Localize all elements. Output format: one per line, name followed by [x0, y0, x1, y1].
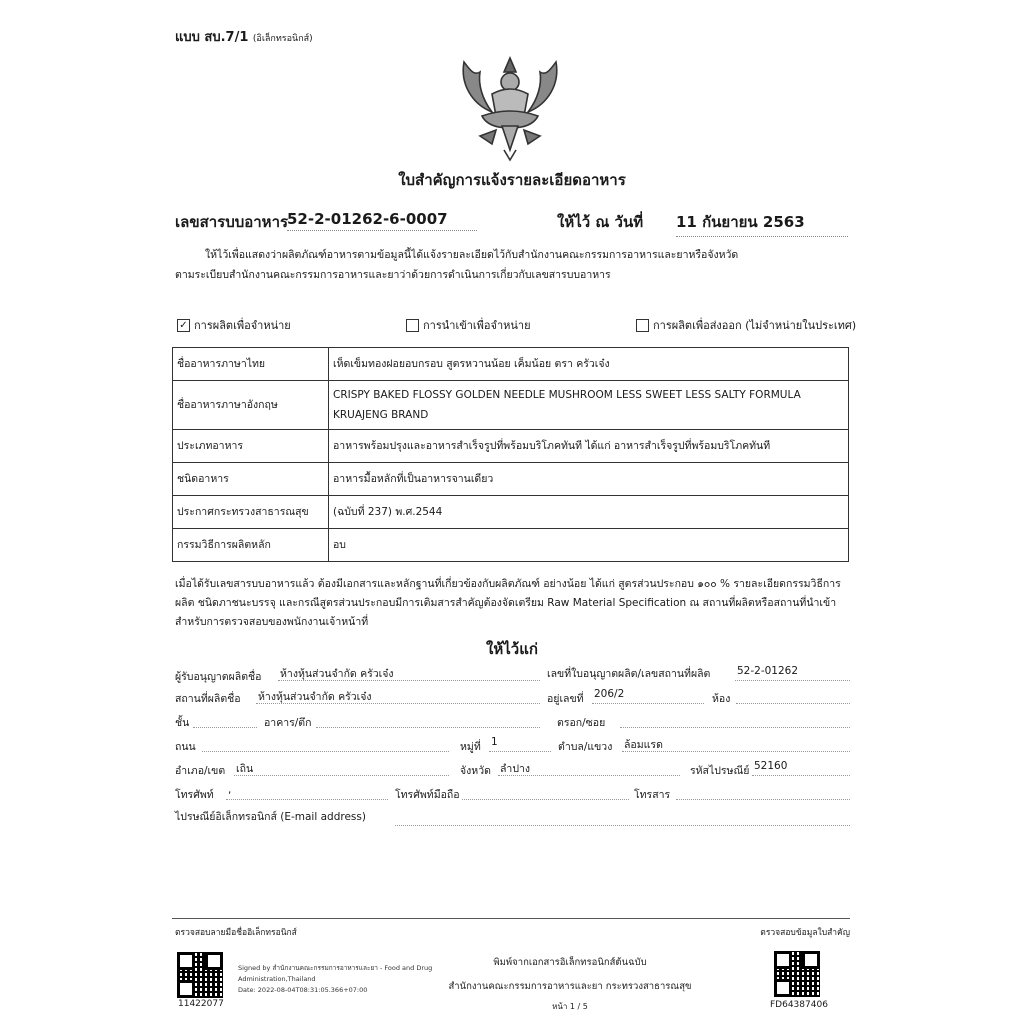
purpose-option-label: การผลิตเพื่อจำหน่าย: [194, 319, 291, 332]
room-value: [736, 688, 850, 704]
footer-divider: [172, 918, 850, 919]
site-value: ห้างหุ้นส่วนจำกัด ครัวเจ๋ง: [256, 688, 540, 704]
food-info-table: [172, 347, 849, 562]
row-value: อาหารมื้อหลักที่เป็นอาหารจานเดียว: [329, 463, 849, 496]
province-label: จังหวัด: [460, 765, 491, 777]
table-row: [173, 529, 849, 562]
table-row: [173, 463, 849, 496]
issue-date-label: ให้ไว้ ณ วันที่: [557, 213, 644, 231]
row-value: เห็ดเข็มทองฝอยอบกรอบ สูตรหวานน้อย เค็มน้อย ตรา ครัวเจ๋ง: [329, 348, 849, 381]
signature-info: [238, 963, 432, 996]
licensee-label: ผู้รับอนุญาตผลิตชื่อ: [175, 671, 262, 683]
road-label: ถนน: [175, 741, 196, 753]
document-qr-code-icon[interactable]: [774, 951, 820, 997]
postcode-label: รหัสไปรษณีย์: [690, 765, 750, 777]
signed-date: Date: 2022-08-04T08:31:05.366+07:00: [238, 986, 368, 994]
license-number-value: 52-2-01262: [735, 665, 850, 681]
table-row: [173, 430, 849, 463]
license-number-label: เลขที่ใบอนุญาตผลิต/เลขสถานที่ผลิต: [547, 668, 711, 680]
row-key: ประกาศกระทรวงสาธารณสุข: [173, 496, 329, 529]
row-key: ประเภทอาหาร: [173, 430, 329, 463]
printed-from-original: พิมพ์จากเอกสารอิเล็กทรอนิกส์ต้นฉบับ: [493, 957, 647, 968]
page-number: หน้า 1 / 5: [552, 1002, 588, 1011]
row-value: อบ: [329, 529, 849, 562]
licensee-value: ห้างหุ้นส่วนจำกัด ครัวเจ๋ง: [278, 665, 540, 681]
requirements-note: เมื่อได้รับเลขสารบบอาหารแล้ว ต้องมีเอกสารและหลักฐานที่เกี่ยวข้องกับผลิตภัณฑ์ อย่างน้อย ได้แก่ สูตรส่วนประกอบ ๑๐๐ % รายละเอียดกรรมวิธีการผลิต ชนิดภาชนะบรรจุ และกรณีสูตรส่วนประกอบมีการเติมสารสำคัญต้องจัดเตรียม Raw Material Specification ณ สถานที่ผลิตหรือสถานที่นำเข้าสำหรับการตรวจสอบของพนักงานเจ้าหน้าที่: [175, 578, 841, 628]
signed-by: Signed by สำนักงานคณะกรรมการอาหารและยา - Food and Drug: [238, 964, 433, 972]
district-value: เถิน: [234, 760, 449, 776]
alley-label: ตรอก/ซอย: [557, 717, 606, 729]
house-number-label: อยู่เลขที่: [547, 693, 584, 705]
alley-value: [620, 712, 850, 728]
intro-paragraph-line2: ตามระเบียบสำนักงานคณะกรรมการอาหารและยาว่าด้วยการดำเนินการเกี่ยวกับเลขสารบบอาหาร: [175, 269, 611, 281]
form-code-sub: (อิเล็กทรอนิกส์): [252, 34, 313, 44]
document-verify-title: ตรวจสอบข้อมูลใบสำคัญ: [760, 928, 850, 938]
building-value: [316, 712, 540, 728]
moo-value: 1: [489, 736, 551, 752]
row-value: CRISPY BAKED FLOSSY GOLDEN NEEDLE MUSHROOM LESS SWEET LESS SALTY FORMULA KRUAJENG BRAND: [329, 381, 849, 430]
subdistrict-label: ตำบล/แขวง: [558, 741, 613, 753]
road-value: [202, 736, 449, 752]
phone-label: โทรศัพท์: [175, 789, 214, 801]
purpose-option-label: การผลิตเพื่อส่งออก (ไม่จำหน่ายในประเทศ): [653, 319, 857, 332]
purpose-option-import-for-sale: [406, 316, 531, 334]
mobile-value: [462, 784, 629, 800]
row-key: ชนิดอาหาร: [173, 463, 329, 496]
garuda-emblem-icon: [452, 54, 568, 162]
postcode-value: 52160: [752, 760, 850, 776]
checkbox-unchecked-icon: [636, 319, 649, 332]
row-key: กรรมวิธีการผลิตหลัก: [173, 529, 329, 562]
signature-qr-code-icon[interactable]: [177, 952, 223, 998]
site-label: สถานที่ผลิตชื่อ: [175, 693, 241, 705]
grantee-section-title: ให้ไว้แก่: [486, 640, 538, 658]
email-label: ไปรษณีย์อิเล็กทรอนิกส์ (E-mail address): [175, 811, 366, 823]
row-value: อาหารพร้อมปรุงและอาหารสำเร็จรูปที่พร้อมบริโภคทันที ได้แก่ อาหารสำเร็จรูปที่พร้อมบริโภคทันที: [329, 430, 849, 463]
floor-label: ชั้น: [175, 717, 190, 729]
signature-verify-title: ตรวจสอบลายมือชื่ออิเล็กทรอนิกส์: [175, 928, 297, 938]
row-key: ชื่ออาหารภาษาไทย: [173, 348, 329, 381]
form-code: [175, 26, 313, 47]
document-title: ใบสำคัญการแจ้งรายละเอียดอาหาร: [398, 171, 626, 189]
province-value: ลำปาง: [498, 760, 680, 776]
row-value: (ฉบับที่ 237) พ.ศ.2544: [329, 496, 849, 529]
floor-value: [193, 712, 257, 728]
purpose-option-label: การนำเข้าเพื่อจำหน่าย: [423, 319, 531, 332]
row-key: ชื่ออาหารภาษาอังกฤษ: [173, 381, 329, 430]
purpose-option-export: [636, 316, 856, 334]
form-code-text: แบบ สบ.7/1: [175, 30, 249, 45]
checkbox-checked-icon: ✓: [177, 319, 190, 332]
email-value: [395, 810, 850, 826]
issue-date-value: 11 กันยายน 2563: [676, 210, 848, 237]
table-row: [173, 381, 849, 430]
moo-label: หมู่ที่: [460, 741, 481, 753]
issuing-agency: สำนักงานคณะกรรมการอาหารและยา กระทรวงสาธารณสุข: [448, 981, 692, 992]
phone-value: ,: [226, 784, 388, 800]
table-row: [173, 496, 849, 529]
document-qr-id: FD64387406: [770, 1000, 828, 1010]
fax-value: [676, 784, 850, 800]
subdistrict-value: ล้อมแรด: [622, 736, 850, 752]
registration-number-value: 52-2-01262-6-0007: [287, 210, 477, 231]
signed-org: Administration,Thailand: [238, 975, 316, 983]
registration-number-label: เลขสารบบอาหาร: [175, 213, 289, 231]
fax-label: โทรสาร: [634, 789, 671, 801]
mobile-label: โทรศัพท์มือถือ: [395, 789, 460, 801]
district-label: อำเภอ/เขต: [175, 765, 226, 777]
house-number-value: 206/2: [592, 688, 704, 704]
room-label: ห้อง: [712, 693, 731, 705]
table-row: [173, 348, 849, 381]
checkbox-unchecked-icon: [406, 319, 419, 332]
purpose-option-manufacture-for-sale: [177, 316, 291, 334]
building-label: อาคาร/ตึก: [264, 717, 312, 729]
signature-qr-id: 11422077: [178, 999, 224, 1009]
intro-paragraph-line1: ให้ไว้เพื่อแสดงว่าผลิตภัณฑ์อาหารตามข้อมูลนี้ได้แจ้งรายละเอียดไว้กับสำนักงานคณะกรรมการอาหารและยาหรือจังหวัด: [205, 249, 739, 261]
